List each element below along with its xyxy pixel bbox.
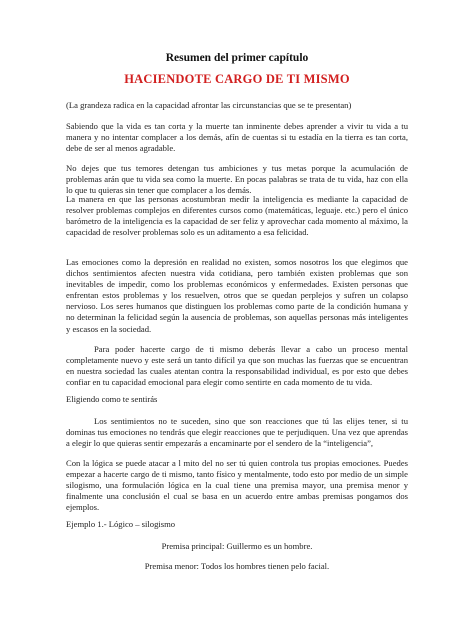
paragraph-6: Los sentimientos no te suceden, sino que son reacciones que tú las elijes tener, si tu dominas tus emociones no tendrás que elegir reacciones que te perjudiquen. Una vez que aprendas a elegir lo que quieras sentir empezarás a encaminarte por el sendero de la “inteligencia”, [66,416,408,449]
paragraph-7: Con la lógica se puede atacar a l mito del no ser tú quien controla tus propias emociones. Puedes empezar a hacerte cargo de ti mismo, tanto físico y mentalmente, todo esto por medio de un simple silogismo, una formulación lógica en la cual tiene una premisa mayor, una premisa menor y finalmente una conclusión el cual se basa en un acuerdo entre ambas premisas pongamos dos ejemplos. [66,458,408,513]
document-subtitle: HACIENDOTE CARGO DE TI MISMO [124,72,350,86]
premise-major: Premisa principal: Guillermo es un hombre. [161,541,313,551]
paragraph-1: Sabiendo que la vida es tan corta y la muerte tan inminente debes aprender a vivir tu vida a tu manera y no intentar complacer a los demás, afín de cuentas si tu estadía en la tierra es tan corta, debe de ser al menos agradable. [66,121,408,154]
premise-minor: Premisa menor: Todos los hombres tienen pelo facial. [144,561,330,571]
intro-text: (La grandeza radica en la capacidad afrontar las circunstancias que se te presentan) [66,100,352,110]
paragraph-4: Las emociones como la depresión en realidad no existen, somos nosotros los que elegimos que dichos sentimientos afecten nuestra vida cotidiana, pero también existen problemas que son inevitables de impedir, como los problemas económicos y enfermedades. Existen personas que enfrentan estos problemas y los resuelven, otros que se quedan perplejos y sufren un colapso nervioso. Los seres humanos que distinguen los problemas como parte de la condición humana y no determinan la felicidad según la ausencia de problemas, son aquellas personas más inteligentes y escasos en la sociedad. [66,257,408,334]
example-heading: Ejemplo 1.- Lógico – silogismo [66,519,176,529]
paragraph-3: La manera en que las personas acostumbran medir la inteligencia es mediante la capacidad de resolver problemas complejos en diferentes cursos como (matemáticas, leguaje. etc.) pero el único barómetro de la inteligencia es la capacidad de ser feliz y aprovechar cada momento al máximo, la capacidad de resolver problemas solo es un aditamento a esa felicidad. [66,194,408,238]
section-heading: Eligiendo como te sentirás [66,394,158,404]
paragraph-2: No dejes que tus temores detengan tus ambiciones y tus metas porque la acumulación de problemas arán que tu vida sea como la muerte. En pocas palabras se trata de tu vida, haz con ella lo que tu quieras sin tener que complacer a los demás. [66,163,408,196]
document-title: Resumen del primer capítulo [165,52,309,64]
paragraph-5: Para poder hacerte cargo de ti mismo deberás llevar a cabo un proceso mental completamente nuevo y este será un tanto difícil ya que son muchas las fuerzas que se encuentran en nuestra sociedad las cuales atentan contra la responsabilidad individual, es por esto que debes confiar en tu capacidad emocional para elegir como sentirte en cada momento de tu vida. [66,344,408,388]
